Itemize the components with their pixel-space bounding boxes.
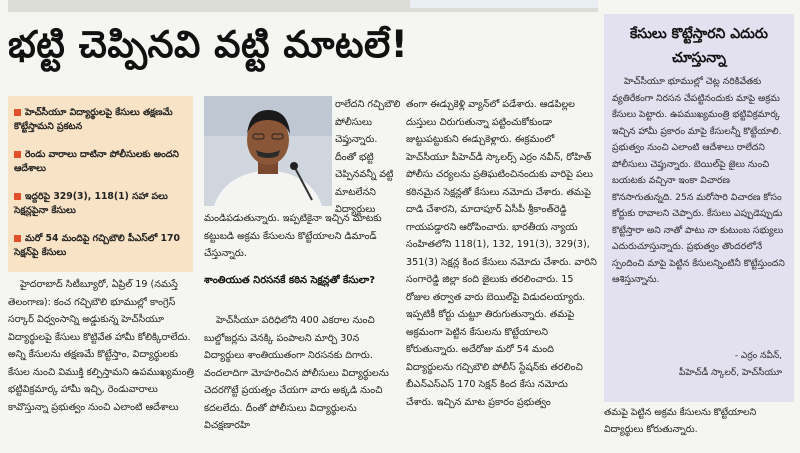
highlights-box [8,96,193,272]
highlight-item: రెండు వారాలు దాటినా పోలీసులకు అందని ఆదేశాలు [14,149,179,174]
photo-side-text: రాలేదని గచ్చిబౌలి పోలీసులు చెప్తున్నారు. దీంతో భట్టి చెప్పినవన్నీ వట్టి మాటలేనని విద్యార్థులు [335,99,401,215]
subheading: శాంతియుత నిరసనకే కఠిన సెక్షన్లతో కేసులా? [204,275,375,286]
column2-paragraph: హెచ్‌సీయూ పరిధిలోని 400 ఎకరాల నుంచి బుల్డోజర్లను వెనక్కి పంపాలని మార్చి 30న విద్యార్థులు శాంతియుతంగా నిరసనకు దిగారు. వందలాదిగా మోహరించిన పోలీసులు విద్యార్థులను చెదరగొట్టే ప్రయత్నం చేయగా వారు అక్కడి నుంచి కదలలేదు. దీంతో పోలీసులు విద్యార్థులను విచక్షణారహి [204,315,389,431]
sidebar-body: హెచ్‌సీయూ భూముల్లో చెట్ల నరికివేతకు వ్యతిరేకంగా నిరసన చేపట్టినందుకు మాపై అక్రమ కేసులు పెట్టారు. ఉపముఖ్యమంత్రి భట్టివిక్రమార్క ఇచ్చిన హామీ ప్రకారం మాపై కేసులన్నీ కొట్టేయాలి. ప్రభుత్వం నుంచి ఎలాంటి ఆదేశాలు రాలేదని పోలీసులు చెప్తున్నారు. బెయిల్‌పై జైలు నుంచి బయటకు వచ్చినా ఇంకా విచారణ కొనసాగుతున్నది. 25న మరోసారి విచారణ కోసం కోర్టుకు రావాలని చెప్పారు. కేసులు ఎప్పుడెప్పుడు కొట్టేస్తారా అని నాతో పాటు నా కుటుంబ సభ్యులు ఎదురుచూస్తున్నారు. ప్రభుత్వం తొందరలోనే స్పందించి మాపై పెట్టిన కేసులన్నింటినీ కొట్టేస్తుందని ఆశిస్తున్నాను. [612,76,785,285]
bullet-icon [14,193,21,200]
bullet-icon [14,109,21,116]
signature-name: - ఎర్రం నవీన్, [734,351,782,361]
sidebar-signature [612,348,782,382]
top-rule-accent [410,0,598,8]
headline: భట్టి చెప్పినవి వట్టి మాటలే! [8,23,409,66]
column1-paragraph: హైదరాబాద్ సిటీబ్యూరో, ఏప్రిల్ 19 (నమస్తే తెలంగాణ): కంచ గచ్చిబౌలి భూముల్లో కాంగ్రెస్ సర్కార్ విధ్వంసాన్ని అడ్డుకున్న హెచ్‌సీయూ విద్యార్థులపై కేసులు కొట్టివేత హామీ కోలిక్కిరాలేదు. అన్ని కేసులను తక్షణమే కొట్టేస్తాం, విద్యార్థులకు కేసుల నుంచి విముక్తి కల్పిస్తామని ఉపముఖ్యమంత్రి భట్టివిక్రమార్క హామీ ఇచ్చి, రెండువారాలు కావొస్తున్నా ప్రభుత్వం నుంచి ఎలాంటి ఆదేశాలు [8,279,195,413]
highlight-item: మరో 54 మందిపై గచ్చిబౌలి పీఎస్‌లో 170 సెక్షన్‌పై కేసులు [14,233,180,258]
sidebar-title: కేసులు కొట్టేస్తారని ఎదురు చూస్తున్నా [629,26,769,66]
signature-org: పీహెచ్‌డీ స్కాలర్, హెచ్‌సీయూ [679,368,782,378]
bullet-icon [14,235,21,242]
portrait-photo [204,96,332,206]
closing-paragraph: తమపై పెట్టిన అక్రమ కేసులను కొట్టేయాలని విద్యార్థులు కోరుతున్నారు. [604,407,757,435]
highlight-item: ఇద్దరిపై 329(3), 118(1) సహా పలు సెక్షన్లపైనా కేసులు [14,191,168,216]
bullet-icon [14,151,21,158]
column3-paragraph: తంగా ఈడ్చుకెళ్లి వ్యాన్‌లో పడేశారు. ఆడపిల్లల దుస్తులు చిరుగుతున్నా పట్టించుకోకుండా జుట్టుపట్టుకుని ఈడ్చుకెళ్లారు. ఈక్రమంలో హెచ్‌సీయూ పీహెచ్‌డీ స్కాలర్స్ ఎర్రం నవీన్, రోహిత్ పోలీసు చర్యలను ప్రతిఘటించినందుకు వారిపై పలు కఠినమైన సెక్షన్లతో కేసులు నమోదు చేశారు. తమపై దాడి చేశారని, మాదాపూర్ ఏసీపీ శ్రీకాంత్‌రెడ్డి గాయపడ్డారని ఆరోపించారు. భారతీయ న్యాయ సంహితలోని 118(1), 132, 191(3), 329(3), 351(3) సెక్షన్ల కింద కేసులు నమోదు చేశారు. వారిని సంగారెడ్డి జిల్లా కంది జైలుకు తరలించారు. 15 రోజుల తర్వాత వారు బెయిల్‌పై విడుదలయ్యారు. ఇప్పటికీ కోర్టు చుట్టూ తిరుగుతున్నారు. తమపై అక్రమంగా పెట్టిన కేసులను కొట్టేయాలని కోరుతున్నారు. అదేరోజు మరో 54 మంది విద్యార్థులను గచ్చిబౌలి పోలీస్ స్టేషన్‌కు తరలించి బీఎన్ఎస్ఎస్ 170 సెక్షన్ కింద కేసు నమోదు చేశారు. ఇచ్చిన మాట ప్రకారం ప్రభుత్వం [406,99,597,408]
person-portrait-icon [204,96,332,206]
column1-body: మండిపడుతున్నారు. ఇప్పటికైనా ఇచ్చిన మాటకు కట్టుబడి అక్రమ కేసులను కొట్టేయాలని డిమాండ్ చేస్తున్నారు. [204,213,382,259]
highlight-item: హెచ్‌సీయూ విద్యార్థులపై కేసులు తక్షణమే కొట్టేస్తామని ప్రకటన [14,107,173,132]
